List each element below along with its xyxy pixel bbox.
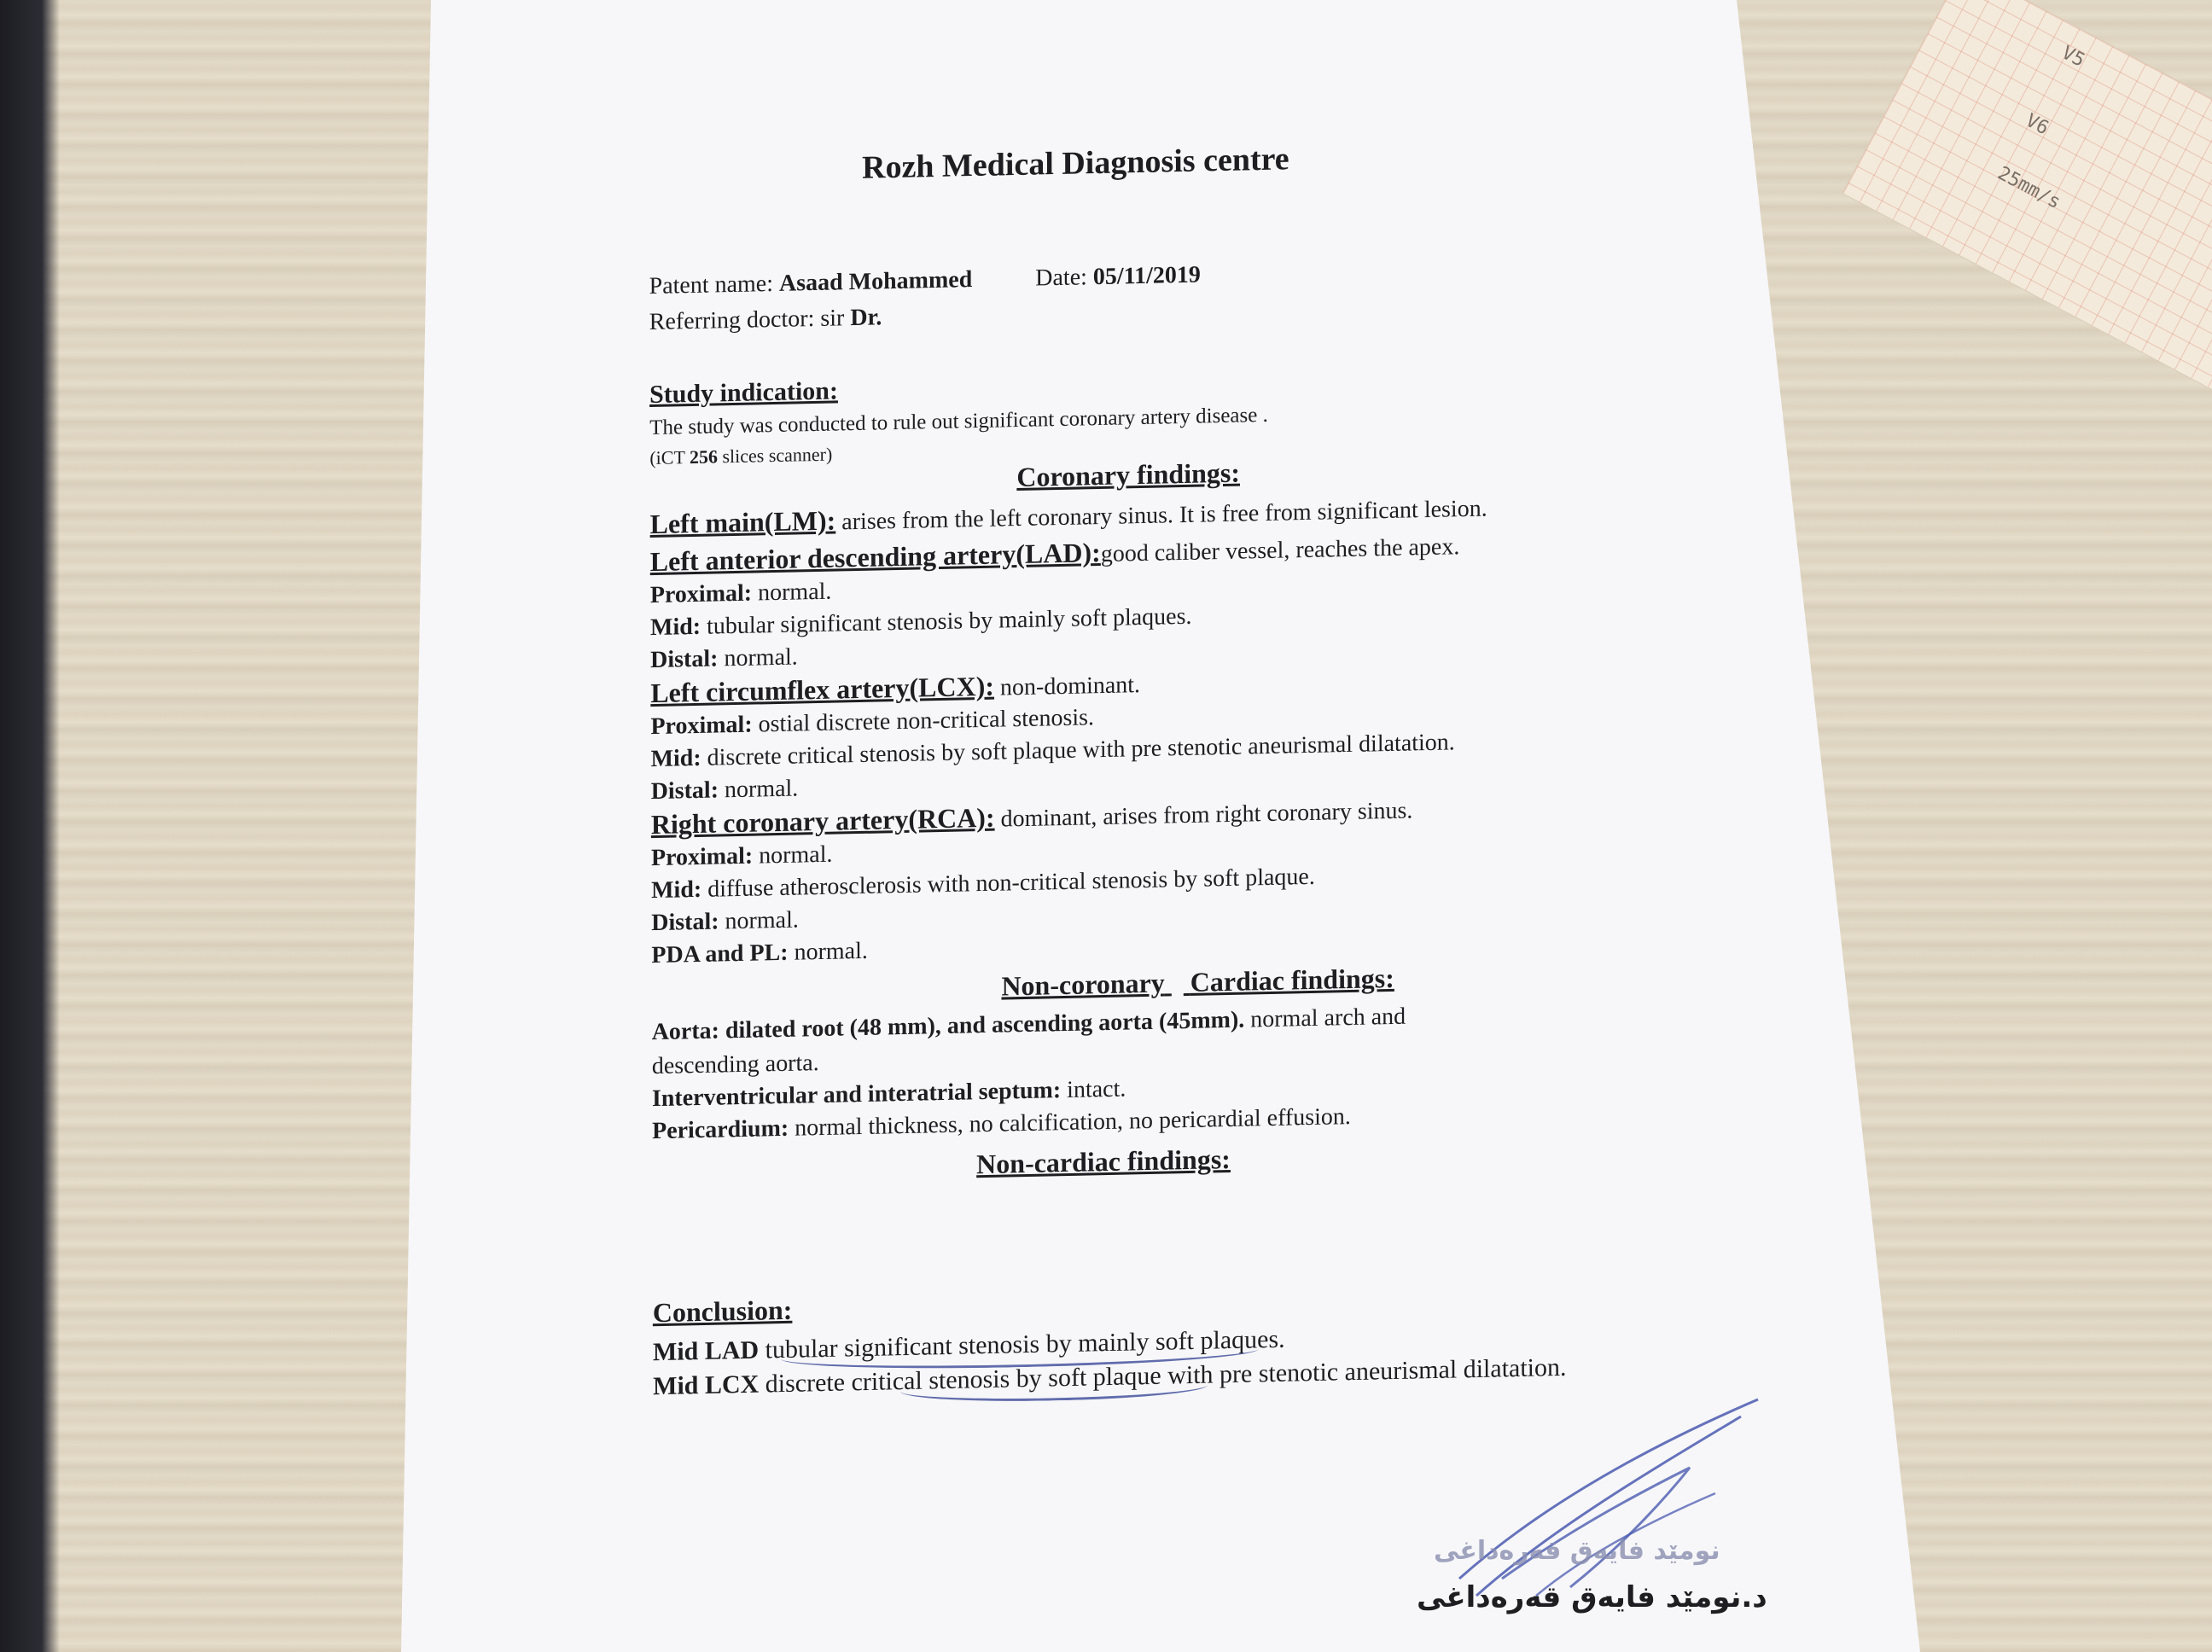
patient-name: Asaad Mohammed (778, 266, 973, 297)
study-indication-heading: Study indication: (649, 376, 838, 410)
referring-doctor: Dr. (850, 304, 882, 332)
septum-label: Interventricular and interatrial septum: (651, 1077, 1062, 1113)
lad-distal-line (650, 643, 798, 674)
scanner-prefix: (iCT (649, 446, 685, 469)
ecg-speed: 25mm/s (1994, 162, 2064, 214)
referring-line (649, 304, 882, 336)
pda-line (651, 938, 868, 969)
ecg-lead-v6: V6 (2022, 109, 2052, 140)
conclusion-heading: Conclusion: (652, 1294, 793, 1329)
lad-mid-label: Mid: (649, 613, 701, 642)
rca-mid-label: Mid: (651, 875, 702, 905)
lad-label: Left anterior descending artery(LAD): (649, 537, 1101, 578)
study-indication-text: The study was conducted to rule out significant coronary artery disease . (649, 403, 1268, 440)
report-title: Rozh Medical Diagnosis centre (862, 141, 1289, 186)
lcx-mid-label: Mid: (650, 744, 701, 773)
lcx-text: non-dominant. (993, 672, 1141, 701)
aorta-line-2: descending aorta. (651, 1050, 819, 1080)
rca-proximal-label: Proximal: (650, 842, 754, 872)
pda-text: normal. (788, 937, 868, 966)
septum-text: intact. (1061, 1075, 1126, 1104)
pda-label: PDA and PL: (651, 939, 789, 969)
rca-distal-line (651, 907, 799, 938)
scanner-suffix: slices scanner) (722, 443, 833, 468)
lad-proximal-line (650, 579, 832, 609)
date-label: Date: (1035, 264, 1087, 292)
desk-edge-shadow (0, 0, 60, 1652)
stamp-line-2: د.نومێد فایەق قەرەداغی (1417, 1580, 1767, 1614)
conclusion-1-label: Mid LAD (652, 1335, 760, 1367)
referring-label: Referring doctor: sir (649, 305, 845, 336)
rca-distal-text: normal. (719, 906, 799, 935)
lm-text: arises from the left coronary sinus. It is free from significant lesion. (835, 495, 1487, 536)
lad-distal-text: normal. (718, 643, 798, 672)
signature-stamp (1400, 1382, 1843, 1638)
rca-mid-text: diffuse atherosclerosis with non-critical stenosis by soft plaque. (701, 863, 1315, 903)
noncoronary-heading-a: Non-coronary (1001, 967, 1165, 1002)
rca-text: dominant, arises from right coronary sinus. (994, 797, 1413, 833)
conclusion-2-label: Mid LCX (653, 1370, 760, 1401)
rca-distal-label: Distal: (651, 908, 719, 937)
pericardium-label: Pericardium: (652, 1114, 789, 1145)
scanner-slices: 256 (689, 445, 718, 468)
rca-label: Right coronary artery(RCA): (650, 801, 995, 841)
conclusion-1-text: tubular significant stenosis by mainly soft plaques. (759, 1324, 1285, 1364)
noncoronary-heading-b: Cardiac findings: (1190, 962, 1394, 998)
lcx-mid-text: discrete critical stenosis by soft plaque with pre stenotic aneurismal dilatation. (701, 729, 1455, 771)
ecg-lead-v5: V5 (2058, 42, 2088, 72)
scanner-line (649, 444, 832, 469)
lad-proximal-text: normal. (752, 578, 832, 607)
ecg-strip (1842, 0, 2212, 418)
aorta-label: Aorta: dilated root (48 mm), and ascending aorta (45mm). (651, 1006, 1245, 1046)
lcx-label: Left circumflex artery(LCX): (650, 670, 995, 709)
lcx-proximal-label: Proximal: (650, 711, 753, 741)
lcx-distal-line (651, 775, 799, 806)
lad-text: good caliber vessel, reaches the apex. (1100, 533, 1460, 568)
lcx-distal-label: Distal: (650, 777, 719, 806)
noncardiac-heading: Non-cardiac findings: (976, 1143, 1231, 1180)
aorta-text: normal arch and (1244, 1003, 1406, 1033)
lcx-distal-text: normal. (718, 775, 799, 804)
rca-proximal-text: normal. (753, 841, 833, 870)
lad-distal-label: Distal: (650, 645, 719, 674)
pericardium-text: normal thickness, no calcification, no pericardial effusion. (789, 1103, 1351, 1142)
rca-proximal-line (651, 841, 833, 872)
conclusion-2-text: discrete critical stenosis by soft plaque with pre stenotic aneurismal dilatation. (759, 1352, 1567, 1399)
stamp-line-1: نومێد فایەق قەرەداغی (1434, 1536, 1720, 1566)
lcx-proximal-text: ostial discrete non-critical stenosis. (752, 704, 1095, 738)
coronary-findings-heading: Coronary findings: (1016, 457, 1241, 493)
lad-proximal-label: Proximal: (649, 579, 753, 609)
patient-label: Patent name: (649, 270, 774, 300)
report-date: 05/11/2019 (1092, 261, 1201, 291)
lm-label: Left main(LM): (649, 504, 836, 540)
lad-mid-text: tubular significant stenosis by mainly soft plaques. (701, 602, 1192, 640)
